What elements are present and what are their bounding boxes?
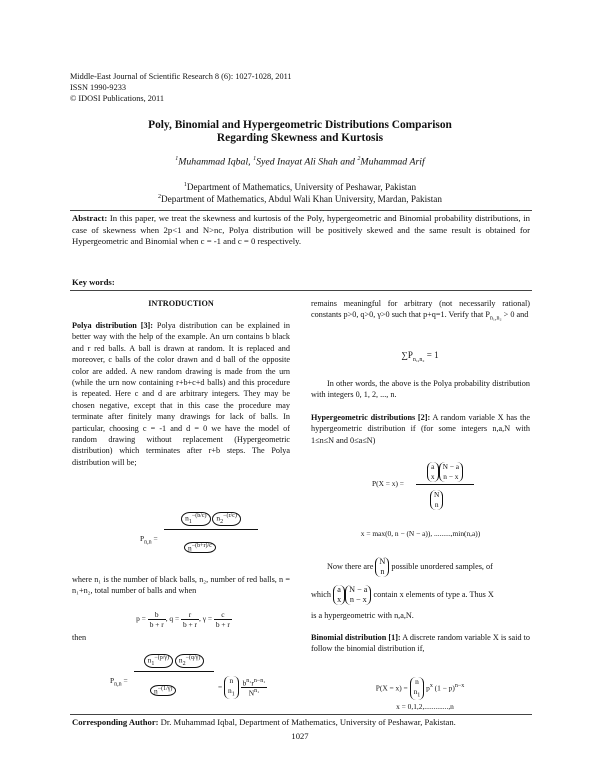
- keywords-label: Key words:: [72, 277, 115, 287]
- hypergeometric-range: x = max(0, n − (N − a)), .........,min(n,a)): [360, 529, 481, 538]
- which-text-a: which: [311, 590, 332, 599]
- paper-title-line2: Regarding Skewness and Kurtosis: [216, 132, 384, 144]
- abstract-top-rule: [70, 210, 532, 211]
- polya-label: Polya distribution [3]:: [72, 321, 153, 330]
- which-text-b: contain x elements of type a. Thus X: [373, 590, 494, 599]
- then-label: then: [72, 633, 87, 642]
- polya-text: Polya distribution can be explained in better way with the help of the example. An urn contains b black and r red balls. A ball is drawn at random. It is replaced and moreover, c balls of the color drawn and d ball of the opposite color are added. A new random drawing is made from the urn (while the urn now containing r+b+c+d balls) and this procedure is repeated. Here c and d are arbitrary integers. They may be chosen negative, except that in this case the procedure may terminate after finitely many drawings for lack of balls. In particular, choosing c = -1 and d = 0 we have the model of random drawing without replacement (Hypergeometric distribution) which terminates after r+b steps. The Polya distribution will be;: [72, 321, 290, 467]
- section-heading-introduction: INTRODUCTION: [148, 299, 214, 308]
- which-paragraph-end: is a hypergeometric with n,a,N.: [311, 611, 414, 620]
- corresponding-author: [72, 717, 456, 727]
- affiliation-1-text: Department of Mathematics, University of Peshawar, Pakistan: [186, 182, 417, 193]
- binom-N-n: N n: [375, 557, 389, 577]
- author-2-sup: 1: [253, 156, 257, 162]
- corresponding-author-label: Corresponding Author:: [72, 717, 159, 727]
- hypergeometric-formula: P(X = x) = a xN − a n − x N n: [372, 460, 492, 516]
- abstract-label: Abstract:: [72, 213, 108, 223]
- author-3-sup: 2: [357, 156, 361, 162]
- binomial-label: Binomial distribution [1]:: [311, 633, 401, 642]
- binomial-text: A discrete random variable X is said to follow the binomial distribution if,: [311, 633, 530, 654]
- right-paragraph-1: remains meaningful for arbitrary (not necessarily rational) constants p>0, q>0, γ>0 such that p+q=1. Verify that $P_{n_1,n_2} > 0$ and: [311, 299, 530, 323]
- author-1-sup: 1: [175, 156, 179, 162]
- polya-paragraph: [72, 320, 290, 468]
- binomial-formula: P(X = x) = n $n_1$ $p^x$ $(1 - p)^{n-x}$: [375, 677, 465, 699]
- paper-title-line1: Poly, Binomial and Hypergeometric Distributions Comparison: [148, 119, 452, 131]
- hypergeometric-text: A random variable X has the hypergeometric distribution if (for some integers n,a,N with 1≤n≤N and 0≤a≤N): [311, 413, 530, 445]
- page-number: 1027: [291, 731, 309, 741]
- now-paragraph: [311, 556, 530, 578]
- which-paragraph: [311, 584, 530, 606]
- polya-formula-2: $P_{n,n}$ = $n_1^{-(p/\gamma)}$ $n_2^{-(q/\gamma)}$ $n^{-(1/\gamma)}$ = n $n_1$ $\frac{b^{n_1}r^{n-n_1}}{N^{n_1}}$: [110, 655, 266, 698]
- affiliation-2-text: Department of Mathematics, Abdul Wali Khan University, Mardan, Pakistan: [161, 194, 442, 205]
- affiliation-1-sup: 1: [183, 182, 187, 188]
- where-paragraph: where n₁ is the number of black balls, n₂, number of red balls, n = n₁+n₂, total number of balls and when: [72, 575, 290, 596]
- sum-formula: $\sum P_{n_1,n_2} = 1$: [401, 350, 439, 363]
- affiliation-2-sup: 2: [158, 194, 162, 200]
- author-2: Syed Inayat Ali Shah and: [256, 156, 355, 168]
- right-p1-text: remains meaningful for arbitrary (not necessarily rational) constants p>0, q>0, γ>0 such that p+q=1. Verify that P: [311, 299, 530, 320]
- now-text-b: possible unordered samples, of: [391, 562, 493, 571]
- now-text-a: Now there are: [327, 562, 374, 571]
- abstract: [72, 213, 530, 248]
- author-3: Muhammad Arif: [360, 156, 425, 168]
- hypergeometric-label: Hypergeometric distributions [2]:: [311, 413, 431, 422]
- authors: [80, 156, 520, 167]
- footer-rule: [70, 714, 532, 715]
- author-1: Muhammad Iqbal,: [178, 156, 251, 168]
- keywords-bottom-rule: [70, 290, 532, 291]
- journal-issn: ISSN 1990-9233: [70, 83, 127, 92]
- right-p1-tail: > 0 and: [503, 310, 529, 320]
- polya-formula: $P_{n,n}$ = $n_1^{-(b/c)}$ $n_2^{-(r/c)}$ $n^{-(b+r)/c}$: [140, 510, 260, 568]
- pq-formula: p = $\frac{b}{b + r}$ , q = $\frac{r}{b + r}$ , γ = $\frac{c}{b + r}$: [136, 610, 230, 629]
- binomial-range: x = 0,1,2,.............,n: [396, 702, 454, 711]
- journal-citation: Middle-East Journal of Scientific Research 8 (6): 1027-1028, 2011: [70, 72, 292, 81]
- binom-N-a-n-x: N − a n − x: [345, 585, 371, 605]
- hypergeometric-paragraph: [311, 412, 530, 446]
- binom-a-x: a x: [333, 585, 345, 605]
- binomial-paragraph: [311, 632, 530, 655]
- right-paragraph-2: In other words, the above is the Polya probability distribution with integers 0, 1, 2, ..., n.: [311, 379, 530, 400]
- affiliation-2: [80, 191, 520, 205]
- corresponding-author-text: Dr. Muhammad Iqbal, Department of Mathematics, University of Peshawar, Pakistan.: [160, 717, 456, 727]
- journal-publisher: © IDOSI Publications, 2011: [70, 94, 165, 103]
- abstract-text: In this paper, we treat the skewness and kurtosis of the Poly, hypergeometric and Binomial probability distributions, in case of skewness when 2p<1 and N>nc, Polya distribution will be positively skewed and the same result is obtained for Hypergeometric and Binomial when c = -1 and c = 0 respectively.: [72, 213, 530, 247]
